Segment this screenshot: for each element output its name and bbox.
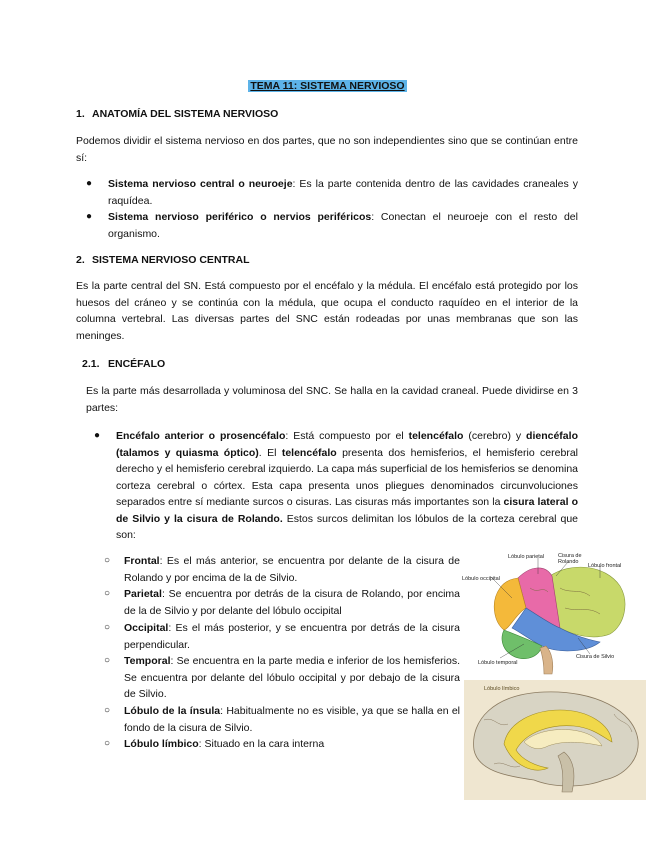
section-number: 2.1. <box>82 358 100 370</box>
section-title: SISTEMA NERVIOSO CENTRAL <box>92 254 250 266</box>
bullet-term: Sistema nervioso central o neuroeje <box>108 178 293 190</box>
figure-label: Cisura de Rolando <box>558 553 582 565</box>
limbic-lobe-figure <box>464 680 646 800</box>
section-number: 1. <box>76 108 85 120</box>
term: diencéfalo (talamos y quiasma óptico) <box>116 430 578 459</box>
lobe-text: : Habitualmente no es visible, ya que se halla en el fondo de la cisura de Silvio. <box>124 705 460 734</box>
lobe-name: Occipital <box>124 622 169 634</box>
section-2-heading <box>76 252 250 269</box>
lobe-item <box>104 653 460 703</box>
lobe-name: Parietal <box>124 588 162 600</box>
term: Encéfalo anterior o prosencéfalo <box>116 430 286 442</box>
circle-bullet: ○ <box>104 655 111 666</box>
text-run: (cerebro) y <box>463 430 527 442</box>
text-run: : Está compuesto por el <box>285 430 409 442</box>
text-run: Estos surcos delimitan los lóbulos de la corteza cerebral que son: <box>116 512 578 541</box>
circle-bullet: ○ <box>104 705 111 716</box>
circle-bullet: ○ <box>104 622 111 633</box>
circle-bullet: ○ <box>104 555 111 566</box>
lobe-item <box>104 620 460 653</box>
lobe-item <box>104 736 460 753</box>
lobe-text: : Es el más anterior, se encuentra por delante de la cisura de Rolando y por encima de la de Silvio. <box>124 555 460 584</box>
figure-label: Lóbulo frontal <box>588 563 622 569</box>
sec2-text: Es la parte central del SN. Está compuesto por el encéfalo y la médula. El encéfalo está protegido por los huesos del cráneo y se continúa con la médula, que ocupa el conducto raquídeo en el interior de la columna vertebral. Las diversas partes del SNC están rodeadas por unas membranas que son las meninges. <box>76 280 578 342</box>
bullet-dot: ● <box>94 430 101 441</box>
lobe-name: Frontal <box>124 555 160 567</box>
section-number: 2. <box>76 254 85 266</box>
bullet-dot: ● <box>86 211 93 222</box>
bullet-term: Sistema nervioso periférico o nervios periféricos <box>108 211 372 223</box>
brain-medial-illustration <box>464 680 646 800</box>
bullet-text: : Conectan el neuroeje con el resto del organismo. <box>108 211 578 240</box>
section-title: ENCÉFALO <box>108 358 166 370</box>
lobe-item <box>104 586 460 619</box>
lobe-name: Temporal <box>124 655 171 667</box>
text-run: presenta dos hemisferios, el hemisferio cerebral derecho y el hemisferio cerebral izquierdo. La capa más superficial de los hemisferios se denomina corteza cerebral o córtex. Esta capa presenta unos pliegues denominados circunvoluciones separados entre sí mediante surcos o cisuras. Las cisuras más importantes son la <box>116 446 578 508</box>
lobe-name: Lóbulo límbico <box>124 738 199 750</box>
lobe-item <box>104 703 460 736</box>
encefalo-bullet <box>94 428 578 544</box>
figure-label: Cisura de Silvio <box>576 654 615 660</box>
lobe-text: : Situado en la cara interna <box>198 738 325 750</box>
circle-bullet: ○ <box>104 588 111 599</box>
lobe-name: Lóbulo de la ínsula <box>124 705 221 717</box>
figure-label: Lóbulo límbico <box>484 686 520 692</box>
section-21-heading <box>82 356 165 373</box>
figure-label: Lóbulo parietal <box>508 554 545 560</box>
sec1-intro: Podemos dividir el sistema nervioso en dos partes, que no son independientes sino que se continúan entre sí: <box>76 135 578 164</box>
bullet-text: : Es la parte contenida dentro de las cavidades craneales y raquídea. <box>108 178 578 207</box>
section-title: ANATOMÍA DEL SISTEMA NERVIOSO <box>92 108 279 120</box>
lobe-text: : Se encuentra en la parte media e inferior de los hemisferios. Se encuentra por delante del lóbulo occipital y por debajo de la cisura de Silvio. <box>124 655 460 700</box>
text-run: . El <box>258 446 282 459</box>
title-text: TEMA 11: SISTEMA NERVIOSO <box>250 80 405 92</box>
document-title <box>0 78 655 95</box>
brain-lobes-figure <box>460 548 630 676</box>
sec21-text: Es la parte más desarrollada y voluminosa del SNC. Se halla en la cavidad craneal. Puede dividirse en 3 partes: <box>86 385 578 414</box>
term: telencéfalo <box>281 446 337 459</box>
lobe-text: : Se encuentra por detrás de la cisura de Rolando, por encima de la de Silvio y por delante del lóbulo occipital <box>124 588 460 617</box>
lobe-item <box>104 553 460 586</box>
sec1-bullet <box>86 209 578 242</box>
lobe-text: : Es el más posterior, y se encuentra por detrás de la cisura perpendicular. <box>124 622 460 651</box>
figure-label: Lóbulo occipital <box>462 576 500 582</box>
figure-label: Lóbulo temporal <box>478 660 518 666</box>
bullet-dot: ● <box>86 178 93 189</box>
circle-bullet: ○ <box>104 738 111 749</box>
section-1-heading <box>76 106 278 123</box>
term: cisura lateral o de Silvio y la cisura de Rolando. <box>116 496 578 525</box>
sec1-bullet <box>86 176 578 209</box>
term: telencéfalo <box>408 430 464 442</box>
